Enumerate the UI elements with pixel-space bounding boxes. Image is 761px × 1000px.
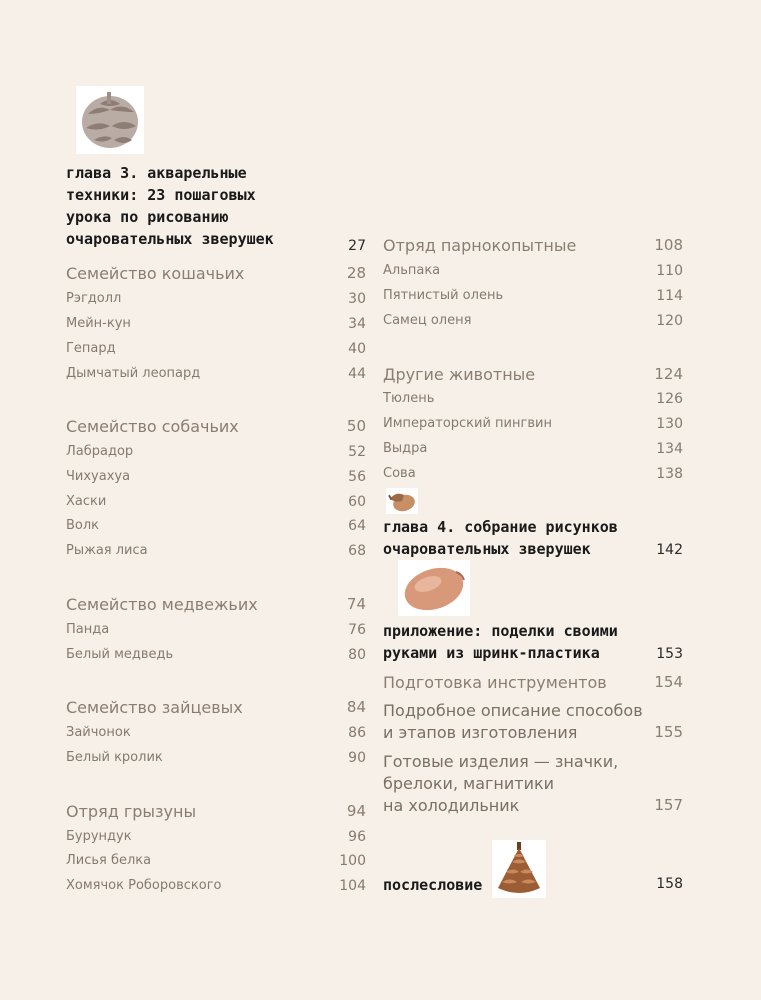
- acorn-icon: [386, 488, 418, 514]
- chapter-4-title[interactable]: глава 4. собрание рисунков очаровательных зверушек: [383, 518, 618, 558]
- chapter-4-page: 142: [656, 542, 683, 558]
- chapter-3-page: 27: [348, 238, 366, 254]
- appendix-page: 153: [656, 646, 683, 662]
- toc-section[interactable]: Подробное описание способов и этапов изготовления 155: [383, 701, 683, 742]
- appendix-title[interactable]: приложение: поделки своими руками из шринк-пластика: [383, 622, 618, 662]
- left-column: глава 3. акварельные техники: 23 пошаговых урока по рисованию очаровательных зверушек 27 Семейство кошачьих 28 Рэгдолл 30 Мейн-кун 34 Гепард 40 Дымчатый леопард 44 Семейство собачьих 50 Лабрадор 52 Чихуахуа 56 Хаски 60 Волк 64 Рыжая лиса 68 Семейство медвежьих 74 Панда 76 Белый медведь 80 Семейство зайцевых 84 Зайчонок 86 Белый кролик 90 Отряд грызуны 94 Бурундук 96 Лисья белка 100 Хомячок Роборовского 104: [66, 164, 366, 894]
- afterword-page: 158: [656, 876, 683, 892]
- pinecone-icon: [74, 84, 146, 156]
- pinecone-icon: [492, 840, 546, 898]
- right-column: Отряд парнокопытные 108 Альпака 110 Пятнистый олень 114 Самец оленя 120 Другие животные 124 Тюлень 126 Императорский пингвин 130 Выдра 134 Сова 138 глава 4. собрание рисунков очаровательных зверушек 142 приложение: поделки своими руками из шринк-пластика 153 Подготовка инструментов 154 Подробное описание способов и этапов изготовления 155 Готовые изделия — значки, брелоки, магнитики на холодильник 157 послесловие 158: [383, 236, 683, 894]
- almond-icon: [398, 560, 470, 616]
- chapter-3-title: глава 3. акварельные техники: 23 пошаговых урока по рисованию очаровательных зверушек: [66, 164, 274, 248]
- toc-section[interactable]: Готовые изделия — значки, брелоки, магнитики на холодильник 157: [383, 752, 683, 815]
- afterword-title: послесловие: [383, 876, 483, 894]
